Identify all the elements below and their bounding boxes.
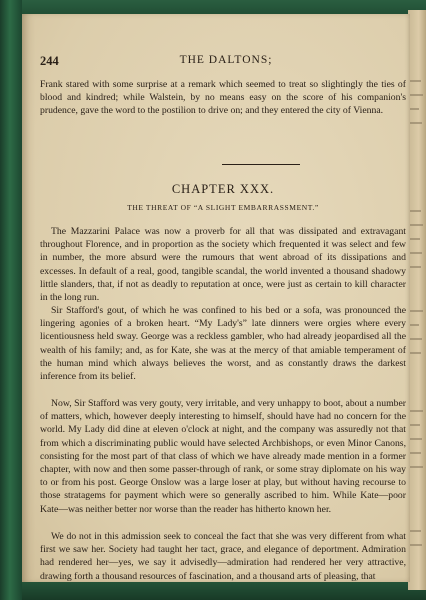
page-number: 244	[40, 54, 59, 68]
section-divider	[222, 164, 300, 165]
paragraph-5: We do not in this admission seek to conceal the fact that she was very different from what first we saw her. Society had taught her tact, grace, and elegance of deportment. Admiration had rendered her—yes, we say it advisedly—admiration had rendered her very attractive, drawing forth a thousand resources of fascination, and a thousand arts of pleasing, that	[40, 531, 406, 582]
running-title: THE DALTONS;	[179, 54, 273, 66]
book-cover-bottom	[0, 582, 426, 600]
paragraph-1: Frank stared with some surprise at a remark which seemed to treat so slightingly the ties of blood and kindred; while Walstein, by no means easy on the score of his companion's prudence, gave the word to the postilion to drive on; and they entered the city of Vienna.	[40, 79, 406, 117]
chapter-heading: CHAPTER XXX.	[171, 182, 275, 196]
paragraph-4: Now, Sir Stafford was very gouty, very irritable, and very unhappy to boot, about a number of matters, which, however deeply interesting to himself, should have had no concern for the world. My Lady did dine at eleven o'clock at night, and the company was assuredly not that from which a discriminating public would have selected Archbishops, or even Minor Canons, consisting for the most part of that class of which we have already made mention in a former chapter, with now and then some passer-through of rank, or some stray diplomate on his way to or from his post. George Onslow was a large loser at play, but without having recourse to those stratagems for payment which were so generally ascribed to him. While Kate—poor Kate—was neither better nor worse than the reader has hitherto known her.	[40, 398, 406, 515]
book-page	[22, 14, 410, 582]
paragraph-3: Sir Stafford's gout, of which he was confined to his bed or a sofa, was pronounced the lingering agonies of a broken heart. “My Lady's” late dinners were orgies where every licentiousness held sway. George was a reckless gambler, who had already jeopardised all the wealth of his family; and, as for Kate, she was at the mercy of that amiable temperament of the human mind which always believes the worst, and as constantly draws the darkest inference from its belief.	[40, 305, 406, 383]
paragraph-2: The Mazzarini Palace was now a proverb for all that was dissipated and extravagant throughout Florence, and in proportion as the society which frequented it was select and few in number, the more absurd were the rumours that went abroad of its dissipations and excesses. In default of a real, good, tangible scandal, the world invented a thousand shadowy little slanders, that, if not as deadly to reputation at once, were just as certain to kill character in the long run.	[40, 226, 406, 304]
book-cover-spine	[0, 0, 22, 600]
adjacent-page-edge	[408, 10, 426, 590]
running-head	[40, 54, 396, 70]
chapter-subtitle: THE THREAT OF “A SLIGHT EMBARRASSMENT.”	[127, 203, 319, 212]
